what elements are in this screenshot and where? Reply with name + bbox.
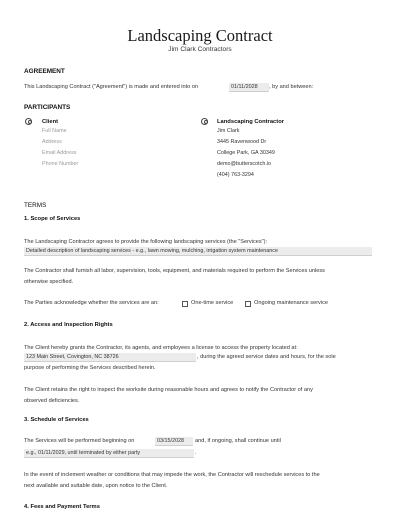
one-time-service-checkbox[interactable] [182, 301, 188, 307]
ongoing-maintenance-label: Ongoing maintenance service [254, 300, 329, 306]
weather-line1: In the event of inclement weather or conditions that may impede the work, the Contractor will reschedule services to the [24, 472, 320, 478]
access-heading: 2. Access and Inspection Rights [24, 322, 113, 328]
scope-heading: 1. Scope of Services [24, 216, 81, 222]
contractor-street: 3445 Ravenwood Dr [217, 139, 267, 145]
agreement-heading: AGREEMENT [24, 68, 65, 75]
scope-acknowledge: The Parties acknowledge whether the services are an: [24, 300, 159, 306]
document-subtitle: Jim Clark Contractors [168, 46, 232, 53]
scope-labor-line2: otherwise specified. [24, 279, 74, 285]
scope-labor-line1: The Contractor shall furnish all labor, supervision, tools, equipment, and materials required to perform the Services unless [24, 268, 325, 274]
access-line1: The Client hereby grants the Contractor, its agents, and employees a license to access the property located at: [24, 345, 298, 351]
client-full-name-field[interactable]: Full Name [42, 128, 67, 134]
ongoing-maintenance-checkbox[interactable] [245, 301, 251, 307]
participants-heading: PARTICIPANTS [24, 104, 71, 111]
schedule-line1-before: The Services will be performed beginning on [24, 438, 135, 444]
scope-intro: The Landscaping Contractor agrees to provide the following landscaping services (the "Services"): [24, 239, 268, 245]
start-date-field[interactable]: 03/15/2028 [155, 437, 193, 446]
access-line2-after: , during the agreed service dates and hours, for the sole [197, 354, 336, 360]
client-person-icon [25, 118, 32, 125]
schedule-line1-after: and, if ongoing, shall continue until [195, 438, 281, 444]
contractor-email: demo@butterscotch.io [217, 161, 272, 167]
end-date-field[interactable]: e.g., 01/11/2029, until terminated by either party [24, 449, 194, 458]
contractor-label: Landscaping Contractor [217, 118, 284, 125]
schedule-period: . [195, 450, 197, 456]
client-label: Client [42, 118, 59, 125]
document-title: Landscaping Contract [127, 26, 273, 45]
contractor-person-icon [201, 118, 208, 125]
one-time-service-label: One-time service [191, 300, 234, 306]
agreement-date-field[interactable]: 01/11/2028 [229, 83, 269, 92]
schedule-heading: 3. Schedule of Services [24, 417, 89, 423]
client-email-field[interactable]: Email Address [42, 150, 77, 156]
contractor-name: Jim Clark [217, 128, 240, 134]
contractor-city: College Park, GA 30349 [217, 150, 275, 156]
fees-heading: 4. Fees and Payment Terms [24, 504, 100, 510]
contractor-phone: (404) 763-3294 [217, 172, 254, 178]
services-description-field[interactable]: Detailed description of landscaping services - e.g., lawn mowing, mulching, irrigation system maintenance [24, 247, 372, 256]
client-phone-field[interactable]: Phone Number [42, 161, 79, 167]
access-line3: purpose of performing the Services described herein. [24, 365, 156, 371]
terms-heading: TERMS [24, 202, 47, 209]
weather-line2: next available and suitable date, upon notice to the Client. [24, 483, 168, 489]
agreement-text-before: This Landscaping Contract ("Agreement") is made and entered into on [24, 84, 199, 90]
agreement-text-after: , by and between: [269, 84, 314, 90]
inspect-line2: observed deficiencies. [24, 398, 80, 404]
property-address-field[interactable]: 123 Main Street, Covington, NC 38726 [24, 353, 196, 362]
inspect-line1: The Client retains the right to inspect the worksite during reasonable hours and agrees to notify the Contractor of any [24, 387, 313, 393]
client-address-field[interactable]: Address [42, 139, 62, 145]
